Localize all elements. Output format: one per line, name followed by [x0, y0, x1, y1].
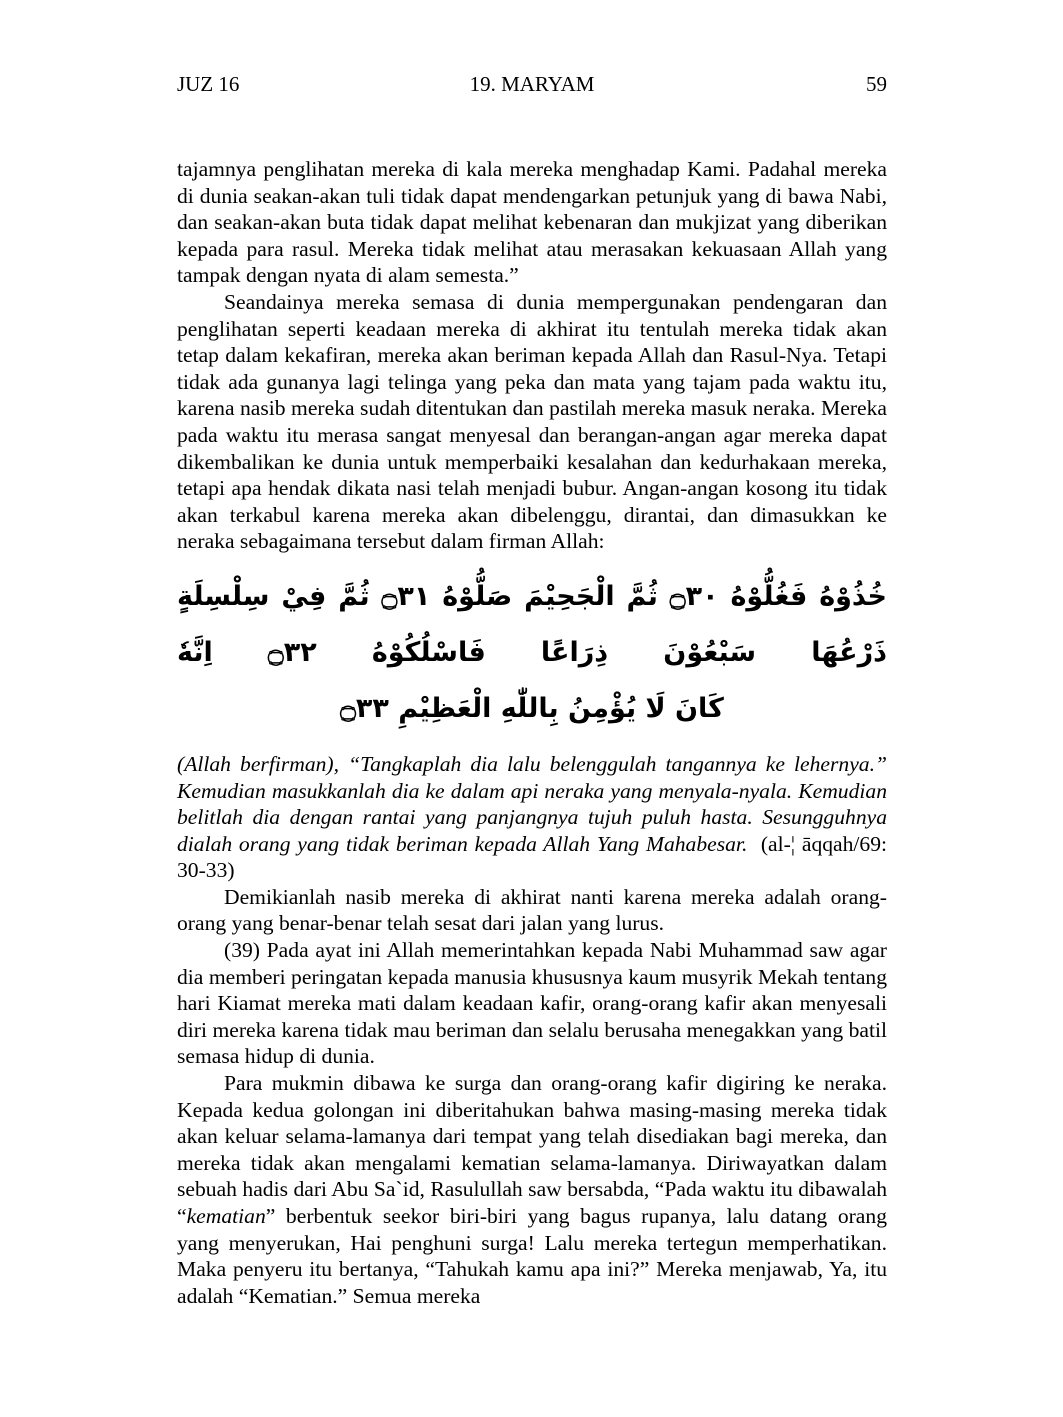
verse-reference: (al-¦ āqqah/69: 30-33): [177, 831, 888, 883]
page-header: [177, 72, 887, 102]
paragraph-2: Seandainya mereka semasa di dunia mempergunakan pendengaran dan penglihatan seperti keadaan mereka di akhirat itu tentulah mereka tidak akan tetap dalam kekafiran, mereka akan beriman kepada Allah dan Rasul-Nya. Tetapi tidak ada gunanya lagi telinga yang peka dan mata yang tajam pada waktu itu, karena nasib mereka sudah ditentukan dan pastilah mereka masuk neraka. Mereka pada waktu itu merasa sangat menyesal dan berangan-angan agar mereka dapat dikembalikan ke dunia untuk memperbaiki kesalahan dan kedurhakaan mereka, tetapi apa hendak dikata nasi telah menjadi bubur. Angan-angan kosong itu tidak akan terkabul karena mereka akan dibelenggu, dirantai, dan dimasukkan ke neraka sebagaimana tersebut dalam firman Allah:: [177, 289, 887, 554]
page: [177, 72, 887, 1309]
paragraph-5-part-2: ” berbentuk seekor biri-biri yang bagus rupanya, lalu datang orang yang menyerukan, Hai penghuni surga! Lalu mereka tertegun memperhatikan. Maka penyeru itu bertanya, “Tahukah kamu apa ini?” Mereka menjawab, Ya, itu adalah “Kematian.” Semua mereka: [177, 1204, 887, 1308]
verse-translation: [177, 751, 887, 884]
paragraph-3: Demikianlah nasib mereka di akhirat nanti karena mereka adalah orang-orang yang benar-benar telah sesat dari jalan yang lurus.: [177, 884, 887, 936]
juz-label: JUZ 16: [177, 72, 240, 96]
page-number: 59: [866, 72, 887, 96]
verse-translation-text: (Allah berfirman), “Tangkaplah dia lalu belenggulah tangannya ke lehernya.” Kemudian masukkanlah dia ke dalam api neraka yang menyala-nyala. Kemudian belitlah dia dengan rantai yang panjangnya tujuh puluh hasta. Sesungguhnya dialah orang yang tidak beriman kepada Allah Yang Mahabesar.: [177, 751, 887, 856]
paragraph-5-italic: kematian: [186, 1204, 266, 1228]
arabic-verse: [177, 569, 887, 737]
paragraph-4: (39) Pada ayat ini Allah memerintahkan kepada Nabi Muhammad saw agar dia memberi peringatan kepada manusia khususnya kaum musyrik Mekah tentang hari Kiamat mereka mati dalam keadaan kafir, orang-orang kafir akan menyesali diri mereka karena tidak mau beriman dan selalu berusaha menegakkan yang batil semasa hidup di dunia.: [177, 938, 887, 1069]
arabic-verse-line-1: خُذُوْهُ فَغُلُّوْهُ ۝٣٠ ثُمَّ الْجَحِيْمَ صَلُّوْهُ ۝٣١ ثُمَّ فِيْ سِلْسِلَةٍ ذَرْعُهَا سَبْعُوْنَ ذِرَاعًا فَاسْلُكُوْهُ ۝٣٢ اِنَّهٗ: [177, 580, 887, 668]
arabic-verse-line-2: كَانَ لَا يُؤْمِنُ بِاللّٰهِ الْعَظِيْمِ ۝٣٣: [340, 692, 724, 724]
paragraph-5: [177, 1070, 887, 1309]
page-body: [177, 156, 887, 1309]
paragraph-1: tajamnya penglihatan mereka di kala mereka menghadap Kami. Padahal mereka di dunia seakan-akan tuli tidak dapat mendengarkan petunjuk yang di bawa Nabi, dan seakan-akan buta tidak dapat melihat kebenaran dan mukjizat yang diberikan kepada para rasul. Mereka tidak melihat atau merasakan kekuasaan Allah yang tampak dengan nyata di alam semesta.”: [177, 157, 887, 288]
surah-title: 19. MARYAM: [469, 72, 595, 96]
paragraph-5-part-1: Para mukmin dibawa ke surga dan orang-orang kafir digiring ke neraka. Kepada kedua golongan ini diberitahukan bahwa masing-masing mereka tidak akan keluar selama-lamanya dari tempat yang telah disediakan bagi mereka, dan mereka tidak akan mengalami kematian selama-lamanya. Diriwayatkan dalam sebuah hadis dari Abu Sa`id, Rasulullah saw bersabda, “Pada waktu itu dibawalah “: [177, 1071, 887, 1228]
